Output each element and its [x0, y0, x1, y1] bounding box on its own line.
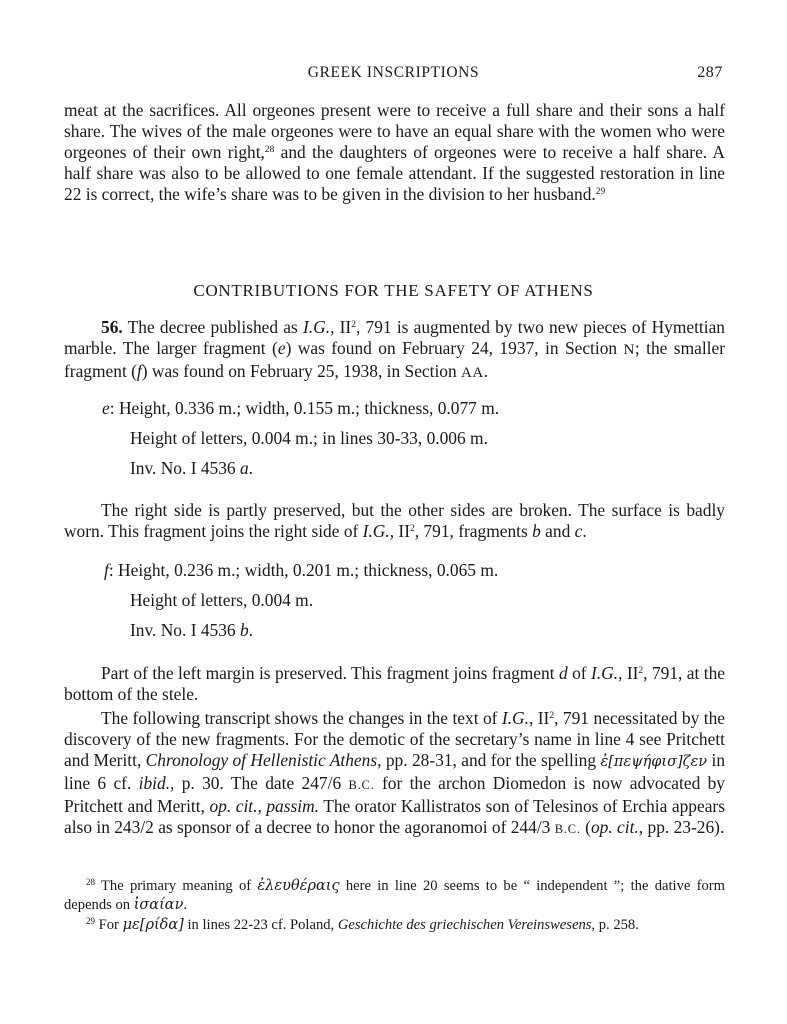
fragment-letter: c — [574, 521, 583, 541]
footnote-number: 28 — [86, 877, 95, 887]
text: : — [109, 398, 115, 418]
text: : — [108, 560, 114, 580]
footnote-number: 29 — [86, 916, 95, 926]
abbrev-ig: I.G. — [303, 317, 331, 337]
text: , 791 is augmented by two new pieces of Hymettian marble. The larger fragment ( — [64, 317, 726, 358]
text: The primary meaning of — [95, 878, 258, 894]
fragment-e-letters: Height of letters, 0.004 m.; in lines 30-33, 0.006 m. — [130, 428, 488, 448]
page-number: 287 — [697, 64, 723, 81]
footnote-ref-29: 29 — [595, 187, 606, 197]
superscript: 2 — [549, 711, 555, 721]
text: . — [248, 458, 254, 478]
text: of — [567, 663, 592, 683]
paragraph-text: and the daughters of orgeones were to receive a half share. A half share was also to be allowed to one female attendant. If the suggested restoration in line 22 is correct, the wife’s share was to be given in the division to her husband. — [64, 142, 725, 204]
fragment-e-dimensions — [102, 398, 499, 419]
inscription-number: 56. — [101, 317, 123, 337]
text: for the archon Diomedon is now advocated by Pritchett and Meritt, — [64, 773, 725, 816]
greek-text: με[ρίδα] — [122, 917, 184, 933]
text: ; the smaller fragment ( — [64, 338, 725, 381]
book-title: Chronology of Hellenistic Athens — [145, 750, 378, 770]
fragment-f-dimensions — [104, 560, 498, 581]
abbrev-ig: I.G. — [501, 708, 529, 728]
fragment-e-description — [64, 500, 725, 542]
text: . — [183, 897, 188, 913]
greek-text: ἰσαίαν — [133, 897, 184, 913]
citation-opcit: op. cit., passim. — [209, 796, 320, 816]
footnote-28 — [64, 877, 725, 915]
era-abbrev: B.C. — [348, 778, 375, 792]
text: Height, 0.336 m.; width, 0.155 m.; thickness, 0.077 m. — [118, 398, 500, 418]
citation-ibid: ibid. — [138, 773, 171, 793]
text: . — [248, 620, 254, 640]
superscript: 2 — [638, 666, 644, 676]
text: , pp. 28-31, and for the spelling — [377, 750, 601, 770]
fragment-letter: b — [532, 521, 541, 541]
top-paragraph — [64, 100, 725, 205]
abbrev-ig: I.G. — [591, 663, 619, 683]
transcript-paragraph — [64, 708, 725, 840]
text: , 791, at the bottom of the stele. — [64, 663, 726, 704]
text: , 791, fragments — [414, 521, 533, 541]
text: Inv. No. I 4536 — [130, 620, 240, 640]
text: , II — [330, 317, 352, 337]
text: , II — [618, 663, 639, 683]
text: For — [95, 917, 123, 933]
text: , p. 30. The date 247/6 — [170, 773, 349, 793]
text: Height, 0.236 m.; width, 0.201 m.; thickness, 0.065 m. — [118, 560, 499, 580]
text: The orator Kallistratos son of Telesinos of Erchia appears also in 243/2 as sponsor of a decree to honor the agoranomoi of 244/3 — [64, 796, 725, 837]
fragment-f-letters: Height of letters, 0.004 m. — [130, 590, 314, 610]
text: and — [540, 521, 575, 541]
text: The decree published as — [122, 317, 304, 337]
fragment-label: f — [104, 560, 109, 580]
greek-text: ἐλευθέραις — [257, 878, 340, 894]
running-title: GREEK INSCRIPTIONS — [307, 64, 480, 81]
text: , 791 necessitated by the discovery of the new fragments. For the demotic of the secretary’s name in line 4 see Pritchett and Meritt, — [64, 708, 725, 770]
fragment-letter: e — [277, 338, 286, 358]
text: ) was found on February 24, 1937, in Section — [285, 338, 624, 358]
book-title: Geschichte des griechischen Vereinswesens — [337, 917, 592, 933]
section-code: AA — [461, 365, 484, 381]
section-heading: CONTRIBUTIONS FOR THE SAFETY OF ATHENS — [193, 281, 594, 300]
greek-text: ἐ[πεψήφισ]ζεν — [600, 754, 708, 770]
running-head — [0, 62, 787, 86]
text: The following transcript shows the changes in the text of — [101, 708, 502, 728]
text: ( — [580, 817, 591, 837]
footnotes — [64, 877, 725, 935]
text: , II — [389, 521, 410, 541]
citation-opcit: op. cit. — [590, 817, 639, 837]
text: in lines 22-23 cf. Poland, — [183, 917, 338, 933]
text: ) was found on February 25, 1938, in Section — [141, 361, 462, 381]
text: . — [582, 521, 587, 541]
fragment-label: e — [102, 398, 110, 418]
footnote-29 — [64, 916, 725, 935]
footnote-ref-28: 28 — [264, 145, 275, 155]
paragraph-text: meat at the sacrifices. All orgeones present were to receive a full share and their sons a half share. The wives of the male orgeones were to have an equal share with the women who were orgeones of their own right, — [64, 100, 725, 162]
fragment-letter: f — [136, 361, 142, 381]
text: , p. 258. — [591, 917, 639, 933]
superscript: 2 — [351, 320, 356, 330]
intro-paragraph — [64, 317, 725, 384]
section-code: N — [623, 342, 635, 358]
text: here in line 20 seems to be “ independent ”; the dative form depends on — [64, 878, 725, 913]
text: , pp. 23-26). — [638, 817, 725, 837]
text: Part of the left margin is preserved. This fragment joins fragment — [101, 663, 559, 683]
fragment-f-description — [64, 663, 725, 705]
inv-suffix: b — [239, 620, 249, 640]
text: . — [483, 361, 489, 381]
text: in line 6 cf. — [64, 750, 726, 793]
text: Inv. No. I 4536 — [130, 458, 240, 478]
fragment-letter: d — [558, 663, 568, 683]
text: The right side is partly preserved, but the other sides are broken. The surface is badly worn. This fragment joins the right side of — [64, 500, 725, 541]
fragment-e-inventory — [130, 458, 253, 479]
inv-suffix: a — [239, 458, 249, 478]
fragment-f-inventory — [130, 620, 253, 641]
superscript: 2 — [409, 524, 415, 534]
era-abbrev: B.C. — [554, 822, 581, 836]
text: , II — [528, 708, 550, 728]
abbrev-ig: I.G. — [362, 521, 390, 541]
